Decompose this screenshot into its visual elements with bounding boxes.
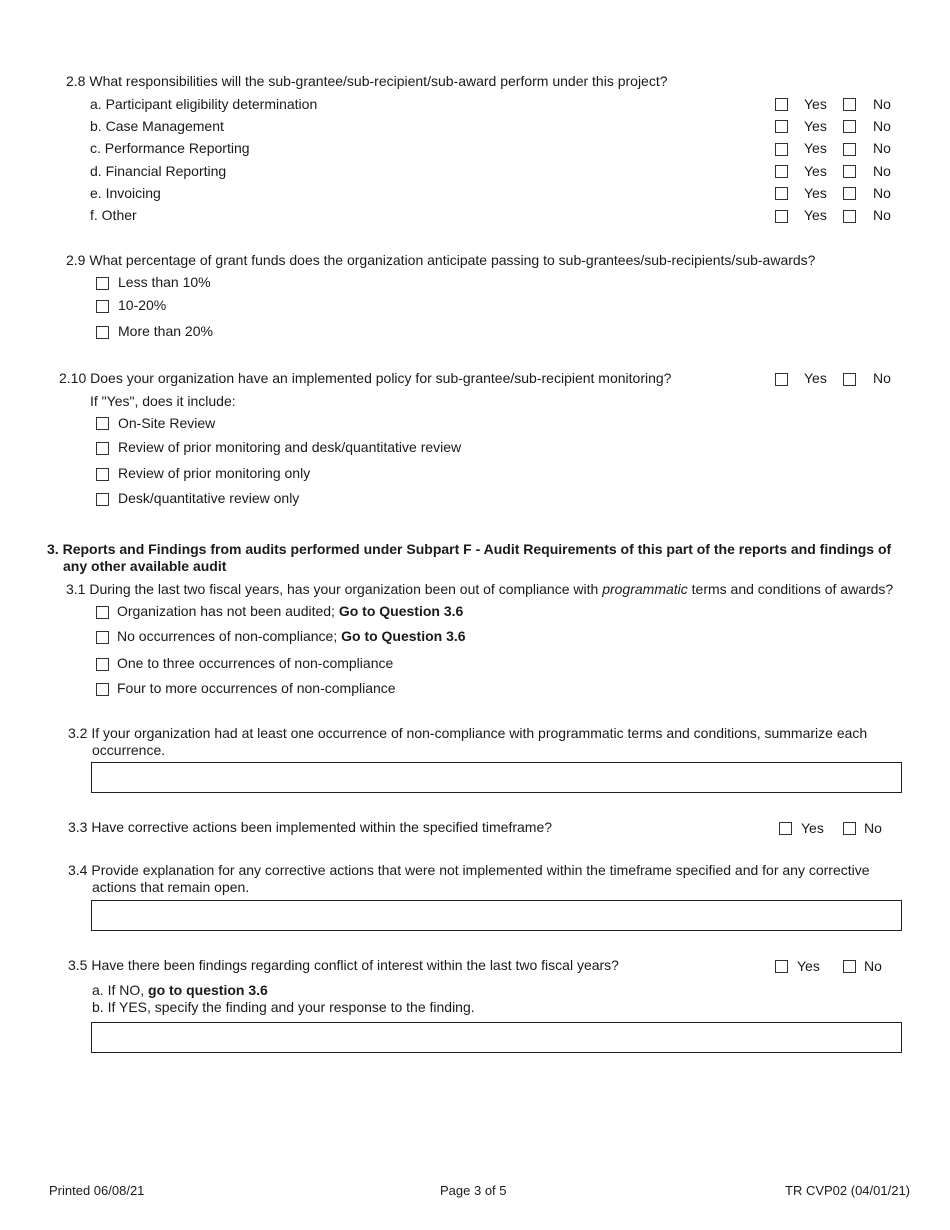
- q2-10-option-checkbox[interactable]: [96, 442, 109, 455]
- yes-label: Yes: [797, 958, 820, 974]
- q2-8-question: [66, 73, 668, 90]
- no-label: No: [873, 96, 891, 112]
- q2-9-text: What percentage of grant funds does the organization anticipate passing to sub-grantees/sub-recipients/sub-awards?: [89, 252, 816, 268]
- no-label: No: [864, 820, 882, 836]
- item-label: Case Management: [105, 118, 224, 134]
- q3-5-text: Have there been findings regarding conflict of interest within the last two fiscal years?: [91, 957, 619, 973]
- item-letter: f.: [90, 207, 98, 223]
- q3-1-option-checkbox[interactable]: [96, 683, 109, 696]
- no-label: No: [873, 140, 891, 156]
- q2-8-a-no-checkbox[interactable]: [843, 98, 856, 111]
- q2-8-d-no-checkbox[interactable]: [843, 165, 856, 178]
- q3-1-option-checkbox[interactable]: [96, 631, 109, 644]
- q3-1-option-label: [117, 603, 463, 620]
- q2-9-number: 2.9: [66, 252, 86, 268]
- q2-9-option-checkbox[interactable]: [96, 300, 109, 313]
- item-letter: b.: [90, 118, 102, 134]
- q3-1-option-label: [117, 628, 466, 645]
- footer-page-number: Page 3 of 5: [440, 1183, 507, 1198]
- q2-10-option-label: Desk/quantitative review only: [118, 490, 300, 506]
- q3-1-option-label: Four to more occurrences of non-compliance: [117, 680, 396, 696]
- q3-2-number: 3.2: [68, 725, 88, 741]
- q3-5-answer-field[interactable]: [91, 1022, 902, 1053]
- q2-8-item-c: [90, 140, 250, 157]
- q3-1-text-italic: programmatic: [602, 581, 688, 597]
- q2-8-b-no-checkbox[interactable]: [843, 120, 856, 133]
- q2-9-option-label: More than 20%: [118, 323, 213, 339]
- q3-3-yes-checkbox[interactable]: [779, 822, 792, 835]
- q3-1-number: 3.1: [66, 581, 86, 597]
- q2-9-option-label: Less than 10%: [118, 274, 211, 290]
- no-label: No: [864, 958, 882, 974]
- option-goto: Go to Question 3.6: [338, 603, 464, 619]
- q3-5-no-checkbox[interactable]: [843, 960, 856, 973]
- q3-4-number: 3.4: [68, 862, 88, 878]
- q2-10-option-checkbox[interactable]: [96, 493, 109, 506]
- q2-8-item-e: [90, 185, 161, 202]
- item-letter: e.: [90, 185, 102, 201]
- q3-1-option-checkbox[interactable]: [96, 658, 109, 671]
- q2-8-d-yes-checkbox[interactable]: [775, 165, 788, 178]
- q2-10-subtext: If "Yes", does it include:: [90, 393, 236, 409]
- no-label: No: [873, 370, 891, 386]
- yes-label: Yes: [804, 370, 827, 386]
- q3-4-line1: Provide explanation for any corrective actions that were not implemented within the timeframe specified and for any corrective: [91, 862, 870, 878]
- q2-10-option-label: Review of prior monitoring and desk/quantitative review: [118, 439, 462, 455]
- q3-3-number: 3.3: [68, 819, 88, 835]
- item-letter: c.: [90, 140, 101, 156]
- q2-9-option-label: 10-20%: [118, 297, 167, 313]
- q2-8-c-yes-checkbox[interactable]: [775, 143, 788, 156]
- item-letter: a.: [90, 96, 102, 112]
- q2-9-option-checkbox[interactable]: [96, 326, 109, 339]
- option-text: No occurrences of non-compliance;: [117, 628, 342, 644]
- option-goto: Go to Question 3.6: [341, 628, 466, 644]
- q3-2-question: [68, 725, 867, 742]
- sub-a-goto: go to question 3.6: [148, 982, 268, 998]
- item-label: Other: [101, 207, 137, 223]
- yes-label: Yes: [804, 207, 827, 223]
- q3-3-no-checkbox[interactable]: [843, 822, 856, 835]
- q3-2-line1: If your organization had at least one occurrence of non-compliance with programmatic terms and conditions, summarize each: [91, 725, 868, 741]
- q3-5-number: 3.5: [68, 957, 88, 973]
- yes-label: Yes: [804, 185, 827, 201]
- item-label: Invoicing: [105, 185, 161, 201]
- section-3-heading-line2: any other available audit: [63, 558, 227, 574]
- q2-8-c-no-checkbox[interactable]: [843, 143, 856, 156]
- q2-8-f-no-checkbox[interactable]: [843, 210, 856, 223]
- q2-8-f-yes-checkbox[interactable]: [775, 210, 788, 223]
- no-label: No: [873, 163, 891, 179]
- q2-10-no-checkbox[interactable]: [843, 373, 856, 386]
- section-3-heading: [47, 541, 891, 558]
- q2-8-e-no-checkbox[interactable]: [843, 187, 856, 200]
- sub-a-text: a. If NO,: [92, 982, 149, 998]
- q2-9-question: [66, 252, 815, 269]
- q3-3-question: [68, 819, 552, 836]
- q3-1-text-after: terms and conditions of awards?: [687, 581, 894, 597]
- yes-label: Yes: [804, 118, 827, 134]
- footer-form-id: TR CVP02 (04/01/21): [785, 1183, 911, 1198]
- q2-8-e-yes-checkbox[interactable]: [775, 187, 788, 200]
- q2-10-option-label: On-Site Review: [118, 415, 216, 431]
- q3-3-text: Have corrective actions been implemented within the specified timeframe?: [91, 819, 553, 835]
- q3-1-option-label: One to three occurrences of non-compliance: [117, 655, 394, 671]
- no-label: No: [873, 207, 891, 223]
- q2-10-yes-checkbox[interactable]: [775, 373, 788, 386]
- q2-8-b-yes-checkbox[interactable]: [775, 120, 788, 133]
- item-label: Performance Reporting: [104, 140, 250, 156]
- q2-10-option-checkbox[interactable]: [96, 417, 109, 430]
- q3-5-sub-a: [92, 982, 268, 999]
- q3-2-line2: occurrence.: [92, 742, 166, 758]
- q2-8-a-yes-checkbox[interactable]: [775, 98, 788, 111]
- q3-5-yes-checkbox[interactable]: [775, 960, 788, 973]
- q2-8-item-d: [90, 163, 226, 180]
- q3-1-option-checkbox[interactable]: [96, 606, 109, 619]
- item-label: Financial Reporting: [105, 163, 227, 179]
- q2-10-text: Does your organization have an implemented policy for sub-grantee/sub-recipient monitoring?: [90, 370, 672, 386]
- q2-8-item-a: [90, 96, 317, 113]
- section-3-number: 3.: [47, 541, 59, 557]
- section-3-heading-line1: Reports and Findings from audits performed under Subpart F - Audit Requirements of this part of the reports and findings of: [62, 541, 892, 557]
- q2-10-option-label: Review of prior monitoring only: [118, 465, 311, 481]
- q2-8-number: 2.8: [66, 73, 86, 89]
- q3-1-question: [66, 581, 893, 598]
- q2-10-number: 2.10: [59, 370, 87, 386]
- no-label: No: [873, 185, 891, 201]
- item-letter: d.: [90, 163, 102, 179]
- q3-5-sub-b: b. If YES, specify the finding and your response to the finding.: [92, 999, 475, 1015]
- q2-8-item-b: [90, 118, 224, 135]
- footer-printed-date: Printed 06/08/21: [49, 1183, 145, 1198]
- q2-8-item-f: [90, 207, 137, 224]
- q2-9-option-checkbox[interactable]: [96, 277, 109, 290]
- yes-label: Yes: [804, 96, 827, 112]
- q3-1-text-before: During the last two fiscal years, has your organization been out of compliance with: [89, 581, 603, 597]
- no-label: No: [873, 118, 891, 134]
- q3-4-question: [68, 862, 870, 879]
- q3-5-question: [68, 957, 619, 974]
- q2-10-question: [59, 370, 671, 387]
- q2-10-option-checkbox[interactable]: [96, 468, 109, 481]
- yes-label: Yes: [801, 820, 824, 836]
- q2-8-text: What responsibilities will the sub-grantee/sub-recipient/sub-award perform under this project?: [89, 73, 668, 89]
- item-label: Participant eligibility determination: [105, 96, 318, 112]
- q3-2-answer-field[interactable]: [91, 762, 902, 793]
- yes-label: Yes: [804, 140, 827, 156]
- q3-4-line2: actions that remain open.: [92, 879, 250, 895]
- option-text: Organization has not been audited;: [117, 603, 339, 619]
- q3-4-answer-field[interactable]: [91, 900, 902, 931]
- yes-label: Yes: [804, 163, 827, 179]
